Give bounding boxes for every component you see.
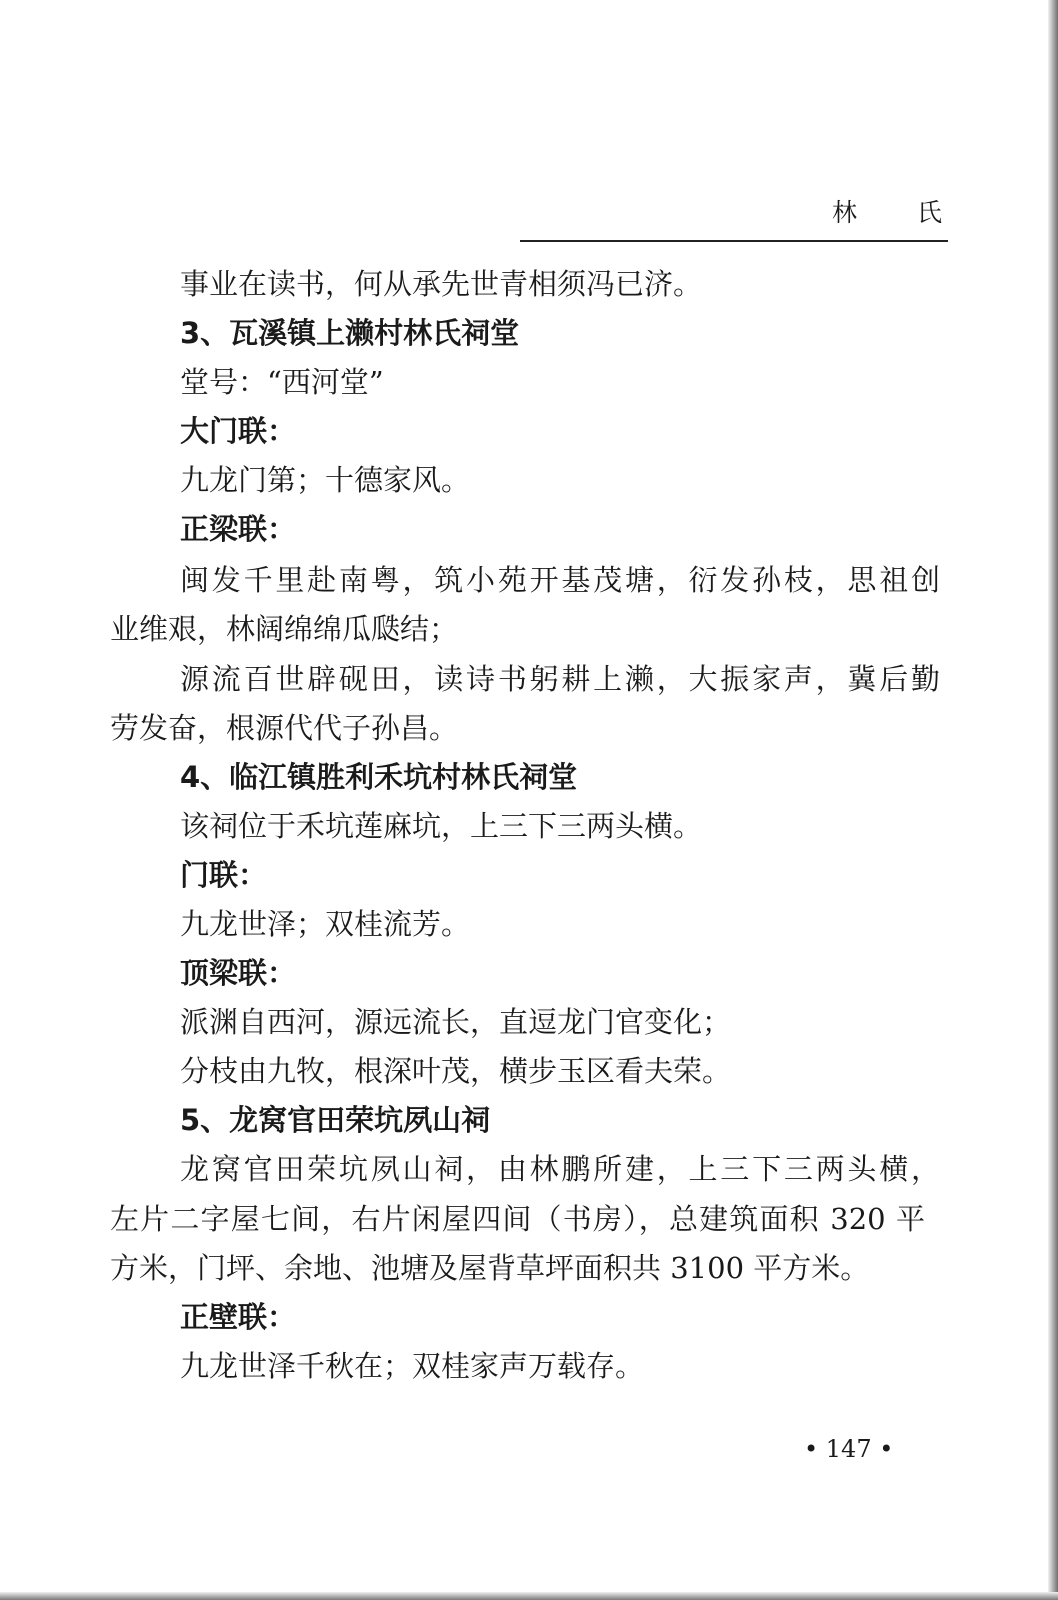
header-rule [520,240,948,242]
couplet-label: 正梁联： [180,512,297,546]
section-heading: 3、瓦溪镇上濑村林氏祠堂 [180,316,520,350]
body-line: 左片二字屋七间，右片闲屋四间（书房），总建筑面积 320 平 [110,1202,925,1236]
couplet-line: 派渊自西河，源远流长，直逗龙门官变化； [180,1005,732,1039]
couplet-line: 九龙世泽；双桂流芳。 [180,907,471,941]
couplet-line: 分枝由九牧，根深叶茂，横步玉区看夫荣。 [180,1054,732,1088]
couplet-line: 九龙门第；十德家风。 [180,463,471,497]
page-edge-shadow-right [1048,0,1058,1600]
couplet-line: 劳发奋，根源代代子孙昌。 [110,711,459,745]
body-line: 事业在读书，何从承先世青相须冯已济。 [180,267,703,301]
body-line: 龙窝官田荣坑夙山祠，由林鹏所建，上三下三两头横， [180,1152,940,1186]
couplet-line: 九龙世泽千秋在；双桂家声万载存。 [180,1349,645,1383]
couplet-line: 源流百世辟砚田，读诗书躬耕上濑，大振家声，冀后勤 [180,662,940,696]
page-edge-shadow-bottom [0,1592,1058,1600]
hall-name-line: 堂号：“西河堂” [180,365,384,399]
couplet-label: 门联： [180,858,268,892]
couplet-label: 大门联： [180,414,297,448]
body-line: 该祠位于禾坑莲麻坑，上三下三两头横。 [180,809,703,843]
body-line: 方米，门坪、余地、池塘及屋背草坪面积共 3100 平方米。 [110,1251,870,1285]
running-header-title: 林 氏 [832,198,968,227]
couplet-label: 正壁联： [180,1300,297,1334]
section-heading: 4、临江镇胜利禾坑村林氏祠堂 [180,760,578,794]
section-heading: 5、龙窝官田荣坑夙山祠 [180,1103,491,1137]
couplet-label: 顶梁联： [180,956,297,990]
page-number: • 147 • [804,1435,894,1463]
couplet-line: 闽发千里赴南粤，筑小苑开基茂塘，衍发孙枝，思祖创 [180,563,940,597]
couplet-line: 业维艰，林阔绵绵瓜瓞结； [110,612,459,646]
